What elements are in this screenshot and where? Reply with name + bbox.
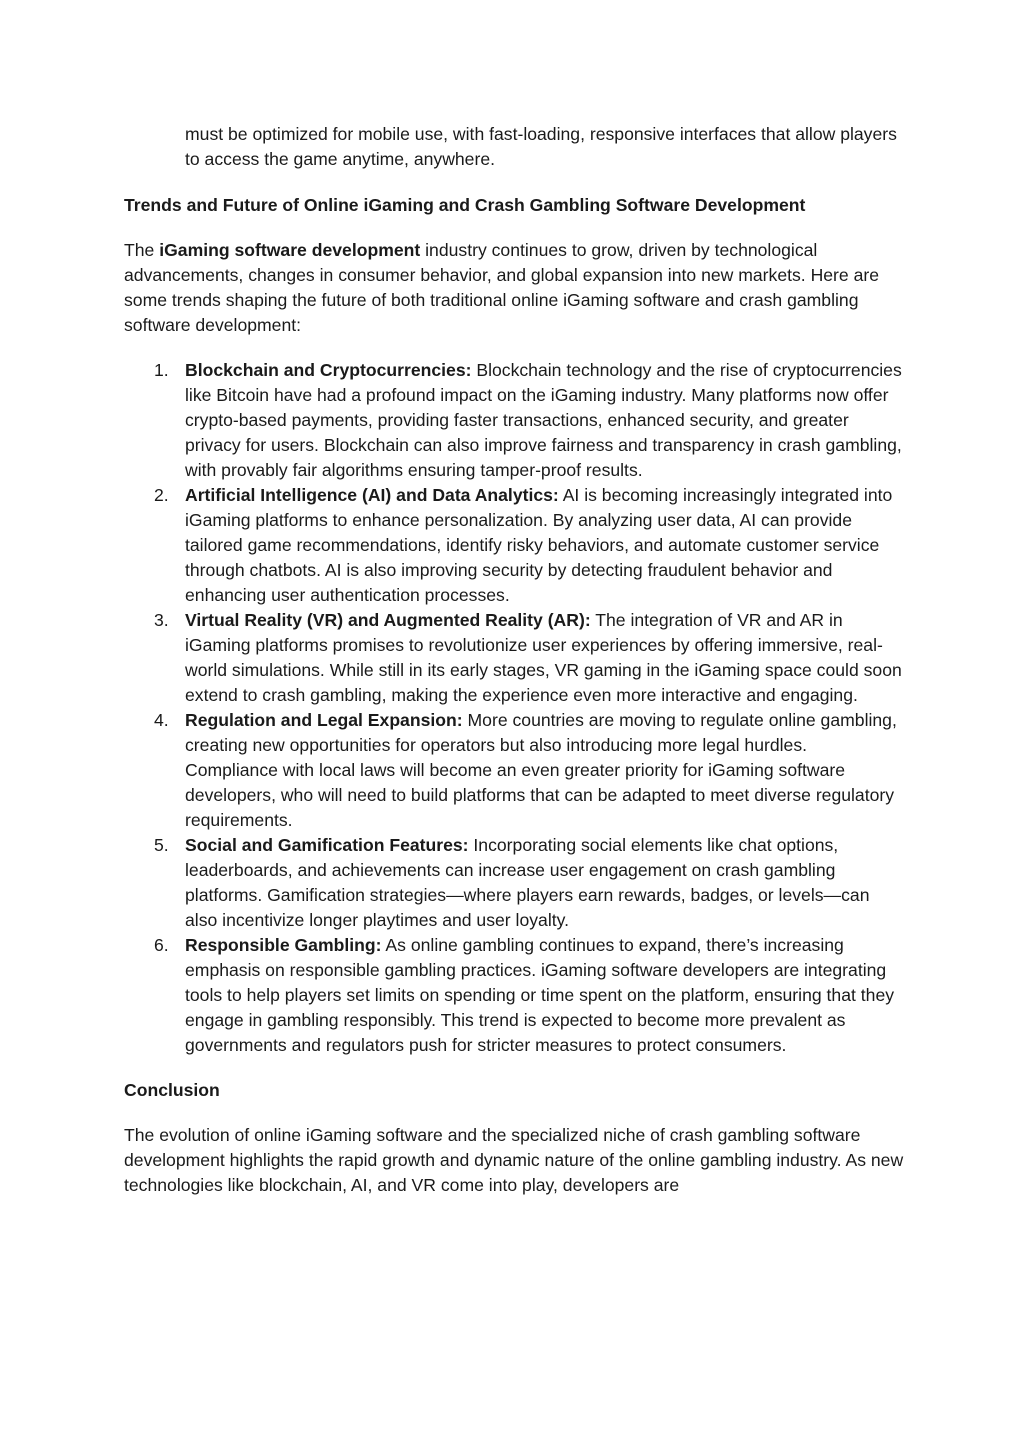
conclusion-paragraph: The evolution of online iGaming software and the specialized niche of crash gambling software development highlights the rapid growth and dynamic nature of the online gambling industry. As new technologies like blockchain, AI, and VR come into play, developers are [124, 1125, 904, 1195]
continued-list-text: must be optimized for mobile use, with fast-loading, responsive interfaces that allow players to access the game anytime, anywhere. [185, 124, 897, 169]
list-item-number: 2. [154, 485, 169, 505]
list-item-text: Incorporating social elements like chat options, leaderboards, and achievements can increase user engagement on crash gambling platforms. Gamification strategies—where players earn rewards, badges, or levels—can also incentivize longer playtimes and user loyalty. [185, 835, 870, 930]
intro-text-before: The [124, 240, 160, 260]
intro-bold-term: iGaming software development [159, 240, 421, 260]
list-item [124, 608, 904, 708]
conclusion-heading: Conclusion [124, 1080, 220, 1100]
intro-paragraph [124, 238, 904, 338]
list-item-text: AI is becoming increasingly integrated into iGaming platforms to enhance personalization. By analyzing user data, AI can provide tailored game recommendations, identify risky behaviors, and automate customer service through chatbots. AI is also improving security by detecting fraudulent behavior and enhancing user authentication processes. [185, 485, 893, 605]
list-item-number: 4. [154, 710, 169, 730]
list-item [124, 708, 904, 833]
list-item [124, 358, 904, 483]
list-item-text: Blockchain technology and the rise of cryptocurrencies like Bitcoin have had a profound impact on the iGaming industry. Many platforms now offer crypto-based payments, providing faster transactions, enhanced security, and greater privacy for users. Blockchain can also improve fairness and transparency in crash gambling, with provably fair algorithms ensuring tamper-proof results. [185, 360, 902, 480]
list-item-text: As online gambling continues to expand, there’s increasing emphasis on responsible gambling practices. iGaming software developers are integrating tools to help players set limits on spending or time spent on the platform, ensuring that they engage in gambling responsibly. This trend is expected to become more prevalent as governments and regulators push for stricter measures to protect consumers. [185, 935, 895, 1055]
list-item [124, 933, 904, 1058]
list-item-text: More countries are moving to regulate online gambling, creating new opportunities for operators but also introducing more legal hurdles. Compliance with local laws will become an even greater priority for iGaming software developers, who will need to build platforms that can be adapted to meet diverse regulatory requirements. [185, 710, 897, 830]
list-item [124, 833, 904, 933]
list-item-text: The integration of VR and AR in iGaming platforms promises to revolutionize user experiences by offering immersive, real-world simulations. While still in its early stages, VR gaming in the iGaming space could soon extend to crash gambling, making the experience even more interactive and engaging. [185, 610, 902, 705]
list-item-title: Social and Gamification Features: [185, 835, 469, 855]
list-item-title: Blockchain and Cryptocurrencies: [185, 360, 472, 380]
document-page [124, 122, 904, 1198]
trends-list [124, 358, 904, 1058]
list-item-number: 1. [154, 360, 169, 380]
list-item-number: 6. [154, 935, 169, 955]
list-item-title: Regulation and Legal Expansion: [185, 710, 463, 730]
list-item-title: Virtual Reality (VR) and Augmented Reality (AR): [185, 610, 591, 630]
list-item-number: 3. [154, 610, 169, 630]
list-item [124, 483, 904, 608]
list-item-title: Artificial Intelligence (AI) and Data Analytics: [185, 485, 559, 505]
section-heading: Trends and Future of Online iGaming and Crash Gambling Software Development [124, 195, 806, 215]
intro-text-after: industry continues to grow, driven by technological advancements, changes in consumer behavior, and global expansion into new markets. Here are some trends shaping the future of both traditional online iGaming software and crash gambling software development: [124, 240, 880, 335]
list-item-number: 5. [154, 835, 169, 855]
list-item-title: Responsible Gambling: [185, 935, 382, 955]
